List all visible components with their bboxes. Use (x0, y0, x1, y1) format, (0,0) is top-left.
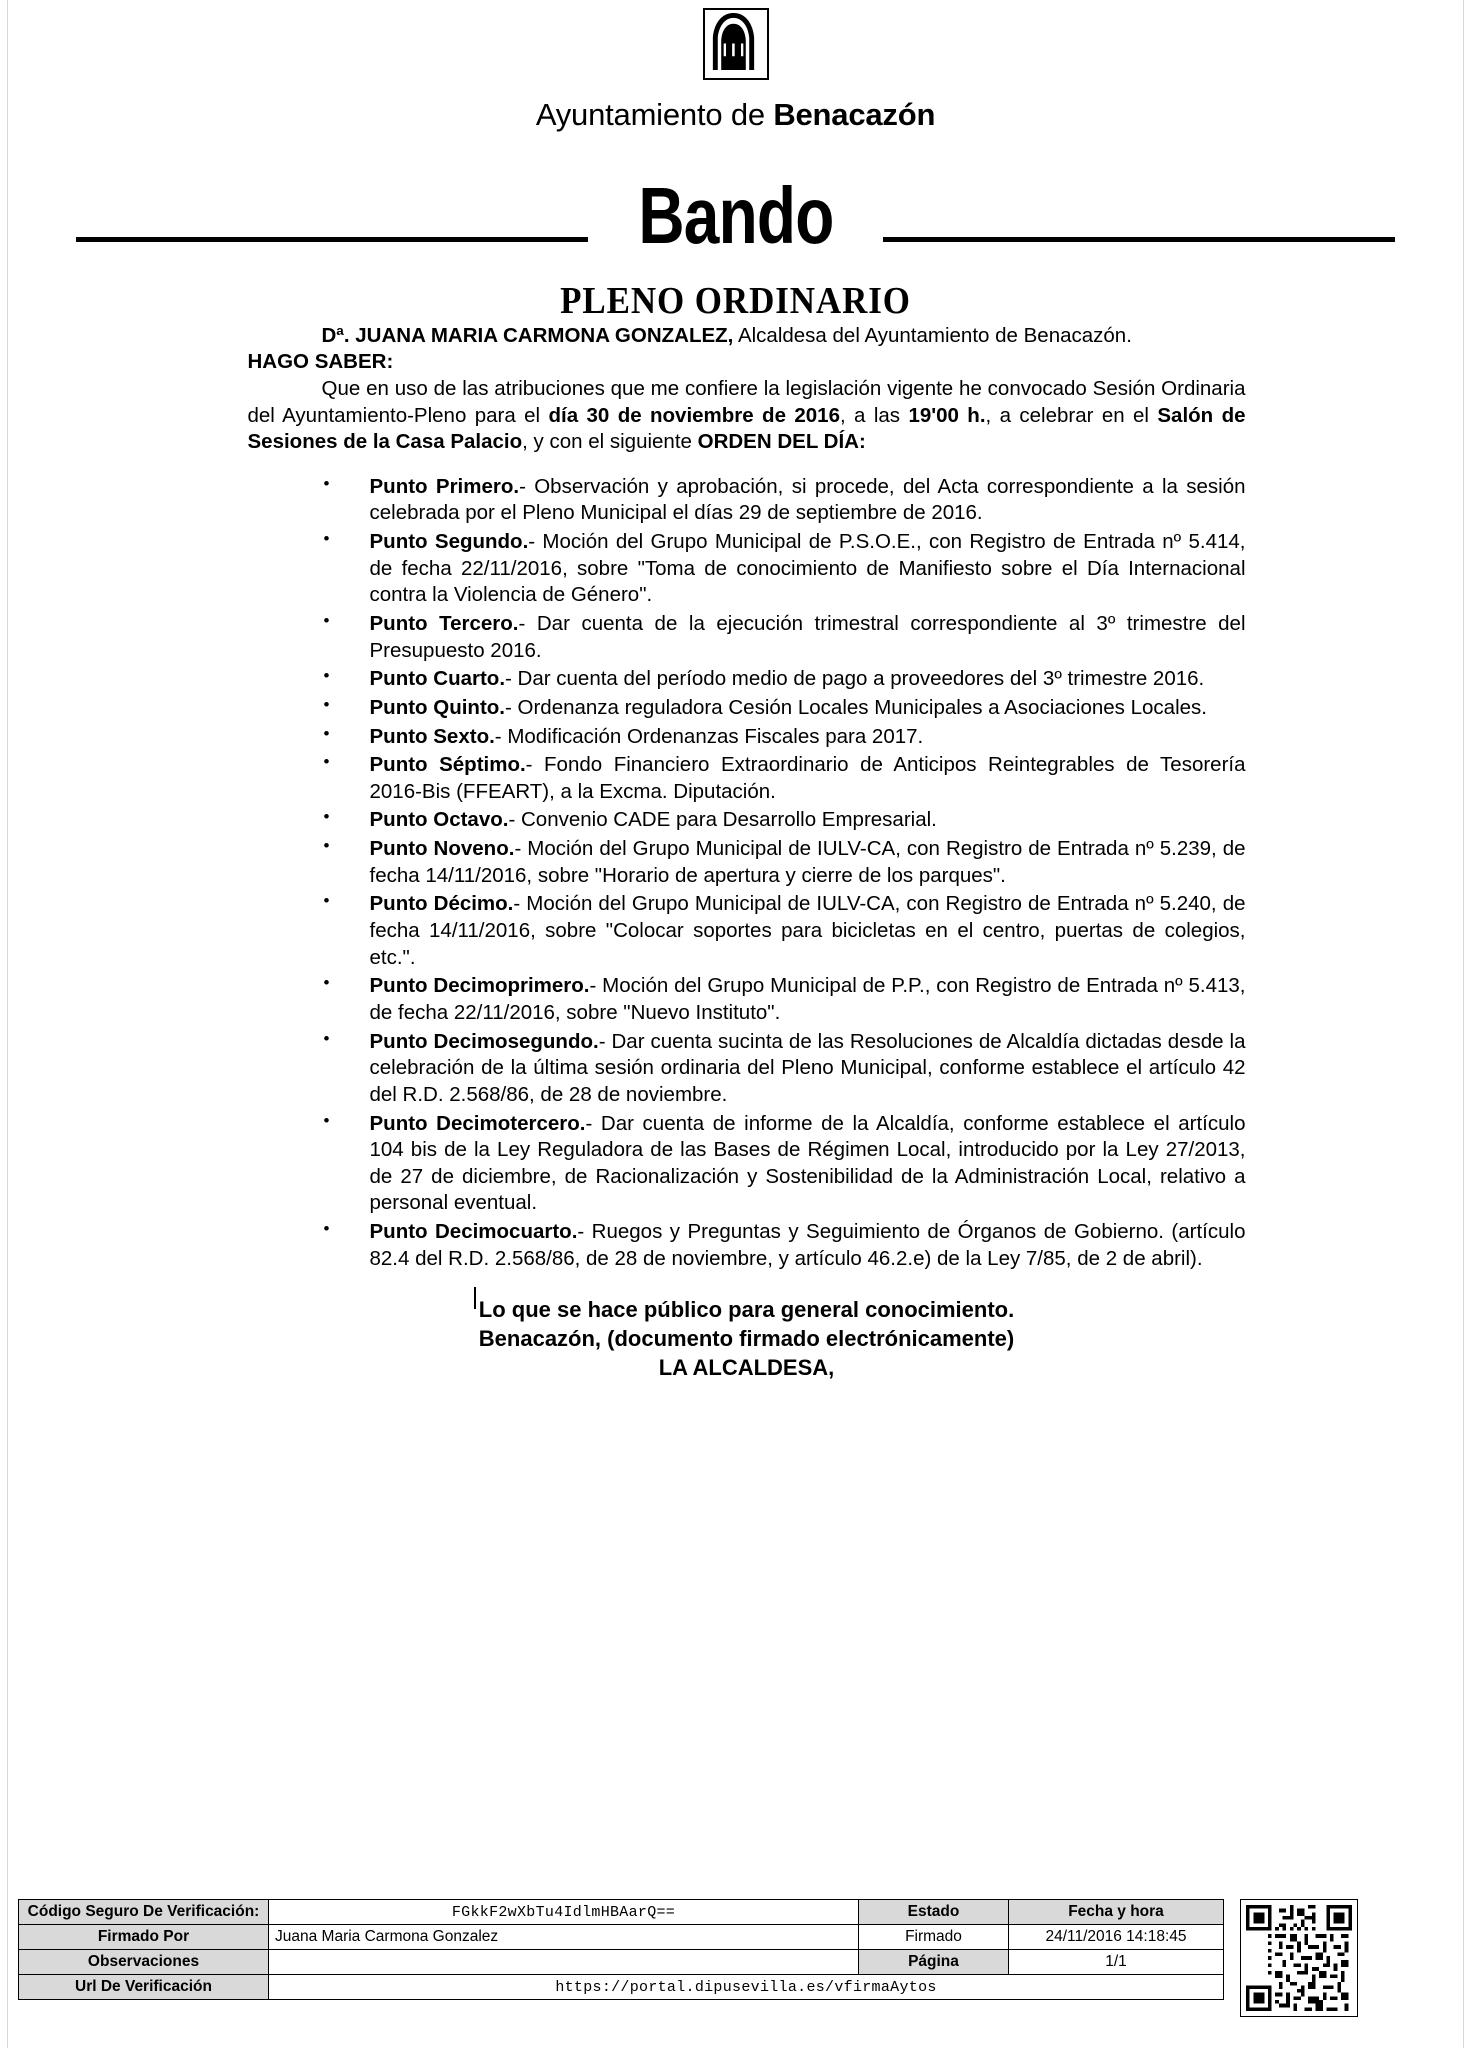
agenda-item (320, 1029, 1246, 1109)
agenda-item-text: - Dar cuenta del período medio de pago a proveedores del 3º trimestre 2016. (505, 667, 1205, 691)
agenda-item-text: - Ruegos y Preguntas y Seguimiento de Órganos de Gobierno. (artículo 82.4 del R.D. 2.568/86, de 28 de noviembre, y artículo 46.2.e) de la Ley 7/85, de 2 de abril). (369, 1220, 1246, 1270)
agenda-item (320, 474, 1246, 527)
verification-row-right-value: 1/1 (1009, 1950, 1224, 1975)
convocation-part4: , y con el siguiente (522, 430, 698, 454)
closing-line-1 (248, 1296, 1246, 1325)
verification-table (18, 1899, 1224, 2000)
verification-row (19, 1925, 1224, 1950)
agenda-item-text: - Dar cuenta de informe de la Alcaldía, conforme establece el artículo 104 bis de la Ley Reguladora de las Bases de Régimen Local, introducido por la Ley 27/2013, de 27 de diciembre, de Racionalización y Sostenibilidad de la Administración Local, relativo a personal eventual. (369, 1111, 1246, 1215)
agenda-item (320, 836, 1246, 889)
agenda-item-text: - Ordenanza reguladora Cesión Locales Municipales a Asociaciones Locales. (505, 695, 1207, 719)
convocation-agenda-heading: ORDEN DEL DÍA: (697, 430, 866, 454)
agenda-item-text: - Moción del Grupo Municipal de IULV-CA, con Registro de Entrada nº 5.240, de fecha 14/11/2016, sobre "Colocar soportes para bicicletas en el centro, puertas de colegios, etc.". (369, 892, 1246, 969)
title-rule-left (76, 237, 588, 242)
verification-row-value: FGkkF2wXbTu4IdlmHBAarQ== (269, 1900, 859, 1925)
convocation-part3: , a celebrar en el (985, 403, 1158, 427)
closing-line-2: Benacazón, (documento firmado electrónicamente) (478, 1325, 1015, 1351)
agenda-item (320, 1219, 1246, 1272)
verification-row-label: Observaciones (19, 1950, 269, 1975)
verification-row-right-label: Página (859, 1950, 1009, 1975)
agenda-item-label: Punto Decimotercero. (369, 1111, 586, 1135)
agenda-item (320, 807, 1246, 834)
verification-url-row (19, 1975, 1224, 2000)
agenda-item (320, 891, 1246, 971)
convocation-place: Salón de Sesiones de la Casa Palacio (247, 403, 1246, 454)
verification-row-label: Código Seguro De Verificación: (19, 1900, 269, 1925)
verification-row-label: Firmado Por (19, 1925, 269, 1950)
verification-row (19, 1900, 1224, 1925)
agenda-item-text: - Modificación Ordenanzas Fiscales para 2017. (494, 724, 924, 748)
agenda-item-label: Punto Decimocuarto. (369, 1220, 578, 1244)
agenda-item-label: Punto Octavo. (369, 808, 509, 832)
page-title: Bando (637, 171, 834, 260)
closing-line-3: LA ALCALDESA, (658, 1354, 835, 1380)
mayor-role: Alcaldesa del Ayuntamiento de Benacazón. (733, 323, 1132, 347)
verification-row (19, 1950, 1224, 1975)
agenda-item (320, 973, 1246, 1026)
agenda-item-text: - Dar cuenta sucinta de las Resoluciones de Alcaldía dictadas desde la celebración de la última sesión ordinaria del Pleno Municipal, conforme establece el artículo 42 del R.D. 2.568/86, de 28 de noviembre. (369, 1029, 1246, 1106)
agenda-item-text: - Moción del Grupo Municipal de P.P., con Registro de Entrada nº 5.413, de fecha 22/11/2016, sobre "Nuevo Instituto". (369, 974, 1246, 1024)
agenda-item-text: - Dar cuenta de la ejecución trimestral correspondiente al 3º trimestre del Presupuesto 2016. (369, 612, 1246, 662)
verification-row-right-label: Estado (859, 1900, 1009, 1925)
agenda-item-label: Punto Séptimo. (369, 753, 526, 777)
agenda-item-label: Punto Decimoprimero. (369, 974, 590, 998)
agenda-item-label: Punto Primero. (369, 474, 520, 498)
mayor-name: Dª. JUANA MARIA CARMONA GONZALEZ, (321, 323, 734, 347)
closing-block (248, 1296, 1246, 1382)
agenda-item-text: - Moción del Grupo Municipal de P.S.O.E., con Registro de Entrada nº 5.414, de fecha 22/11/2016, sobre "Toma de conocimiento de Manifiesto sobre el Día Internacional contra la Violencia de Género". (369, 530, 1246, 607)
agenda-list (248, 474, 1246, 1273)
page-subtitle: PLENO ORDINARIO (560, 279, 911, 322)
agenda-item-label: Punto Quinto. (369, 695, 505, 719)
signature-footer (18, 1899, 1454, 2017)
agenda-item (320, 695, 1246, 722)
agenda-item (320, 1111, 1246, 1218)
verification-url-label: Url De Verificación (19, 1975, 269, 2000)
agenda-item-label: Punto Decimosegundo. (369, 1029, 599, 1053)
agenda-item-label: Punto Noveno. (369, 837, 515, 861)
agenda-item (320, 666, 1246, 693)
agenda-item-text: - Moción del Grupo Municipal de IULV-CA, con Registro de Entrada nº 5.239, de fecha 14/11/2016, sobre "Horario de apertura y cierre de los parques". (369, 837, 1246, 887)
agenda-item-label: Punto Tercero. (369, 612, 519, 635)
convocation-date: día 30 de noviembre de 2016 (548, 403, 840, 427)
verification-url-value[interactable]: https://portal.dipusevilla.es/vfirmaAytos (269, 1975, 1224, 2000)
qr-code-icon (1240, 1899, 1358, 2017)
agenda-item (320, 724, 1246, 751)
agenda-item (320, 611, 1246, 664)
agenda-item-label: Punto Cuarto. (369, 667, 506, 691)
agenda-item (320, 752, 1246, 805)
organization-title (0, 97, 1471, 133)
convocation-time: 19'00 h. (908, 403, 986, 427)
organization-name: Benacazón (773, 97, 936, 132)
scan-artifact-mark (474, 1287, 476, 1309)
agenda-item-text: - Observación y aprobación, si procede, del Acta correspondiente a la sesión celebrada por el Pleno Municipal el días 29 de septiembre de 2016. (369, 474, 1246, 525)
verification-row-value (269, 1950, 859, 1975)
gothic-arch-crest-icon (703, 8, 769, 80)
agenda-item-label: Punto Décimo. (369, 892, 514, 916)
convocation-part2: , a las (839, 403, 909, 427)
agenda-item-text: - Convenio CADE para Desarrollo Empresarial. (508, 808, 937, 832)
agenda-item (320, 529, 1246, 609)
verification-row-right-value: 24/11/2016 14:18:45 (1009, 1925, 1224, 1950)
verification-row-value: Juana Maria Carmona Gonzalez (269, 1925, 859, 1950)
verification-row-right-value: Fecha y hora (1009, 1900, 1224, 1925)
closing-line-1-text: Lo que se hace público para general conocimiento. (478, 1297, 1015, 1323)
title-rule-right (883, 237, 1395, 242)
convocation-part1: Que en uso de las atribuciones que me confiere la legislación vigente he convocado Sesión Ordinaria del Ayuntamiento-Pleno para el (247, 376, 1246, 427)
verification-row-right-label: Firmado (859, 1925, 1009, 1950)
document-body (226, 323, 1246, 1383)
organization-prefix: Ayuntamiento de (535, 97, 774, 132)
bando-title-row (0, 171, 1471, 260)
declaration-heading: HAGO SABER: (247, 350, 394, 374)
convocation-paragraph (248, 376, 1246, 456)
agenda-item-text: - Fondo Financiero Extraordinario de Anticipos Reintegrables de Tesorería 2016-Bis (FFEART), a la Excma. Diputación. (369, 753, 1246, 803)
crest-container (0, 0, 1471, 85)
intro-paragraph (248, 323, 1246, 350)
agenda-item-label: Punto Sexto. (369, 724, 495, 748)
agenda-item-label: Punto Segundo. (369, 530, 529, 554)
